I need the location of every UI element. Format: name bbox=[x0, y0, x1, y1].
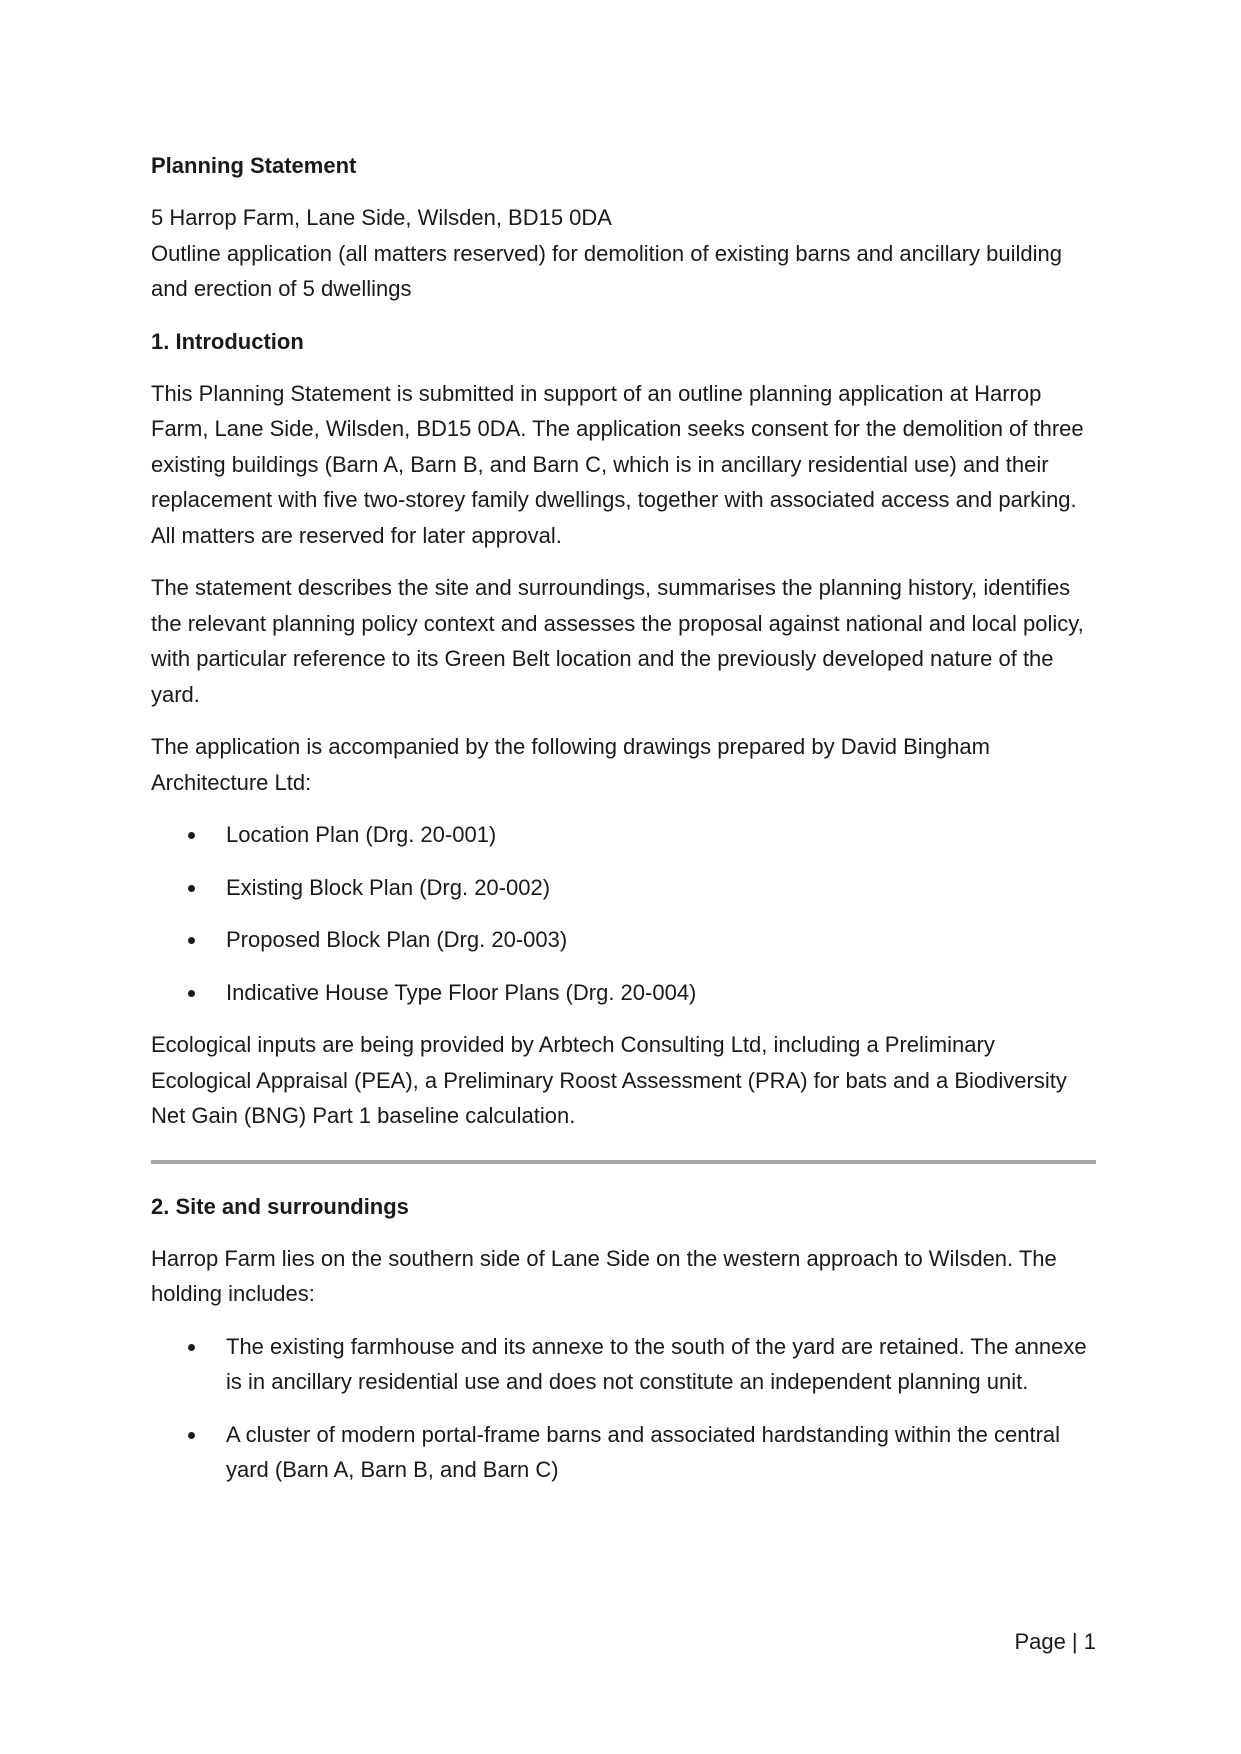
list-item-text: A cluster of modern portal-frame barns and associated hardstanding within the central yard (Barn A, Barn B, and Barn C) bbox=[226, 1421, 1061, 1482]
list-item-text: Existing Block Plan (Drg. 20-002) bbox=[226, 874, 551, 900]
section-heading-introduction: 1. Introduction bbox=[151, 328, 304, 354]
list-item bbox=[151, 817, 1096, 853]
list-item-text: Location Plan (Drg. 20-001) bbox=[226, 822, 497, 847]
site-address: 5 Harrop Farm, Lane Side, Wilsden, BD15 0DA bbox=[151, 205, 612, 230]
list-item bbox=[151, 1329, 1096, 1400]
application-description: Outline application (all matters reserved) for demolition of existing barns and ancillary building and erection of 5 dwellings bbox=[151, 240, 1063, 301]
bullet-icon bbox=[188, 832, 195, 839]
bullet-icon bbox=[188, 990, 195, 997]
list-item-text: Indicative House Type Floor Plans (Drg. 20-004) bbox=[226, 979, 697, 1005]
list-item bbox=[151, 1417, 1096, 1488]
page-number: Page | 1 bbox=[1014, 1629, 1096, 1654]
document-subtitle bbox=[151, 200, 1096, 307]
bullet-icon bbox=[188, 885, 195, 892]
document-title: Planning Statement bbox=[151, 153, 357, 178]
intro-paragraph: This Planning Statement is submitted in support of an outline planning application at Harrop Farm, Lane Side, Wilsden, BD15 0DA. The application seeks consent for the demolition of three existing buildings (Barn A, Barn B, and Barn C, which is in ancillary residential use) and their replacement with five two-storey family dwellings, together with associated access and parking. All matters are reserved for later approval. bbox=[151, 380, 1084, 548]
list-item bbox=[151, 870, 1096, 906]
list-item-text: The existing farmhouse and its annexe to the south of the yard are retained. The annexe is in ancillary residential use and does not constitute an independent planning unit. bbox=[226, 1333, 1087, 1394]
bullet-icon bbox=[188, 1344, 195, 1351]
bullet-icon bbox=[188, 937, 195, 944]
document-page bbox=[151, 148, 1096, 1505]
site-paragraph: Harrop Farm lies on the southern side of Lane Side on the western approach to Wilsden. The holding includes: bbox=[151, 1245, 1057, 1306]
list-item bbox=[151, 975, 1096, 1011]
holding-list bbox=[151, 1329, 1096, 1488]
bullet-icon bbox=[188, 1432, 195, 1439]
intro-paragraph: The statement describes the site and surroundings, summarises the planning history, identifies the relevant planning policy context and assesses the proposal against national and local policy, with particular reference to its Green Belt location and the previously developed nature of the yard. bbox=[151, 575, 1084, 707]
section-heading-site: 2. Site and surroundings bbox=[151, 1193, 409, 1219]
section-divider bbox=[151, 1160, 1096, 1164]
drawings-list bbox=[151, 817, 1096, 1010]
list-item bbox=[151, 922, 1096, 958]
intro-paragraph: The application is accompanied by the following drawings prepared by David Bingham Architecture Ltd: bbox=[151, 734, 990, 795]
ecology-paragraph: Ecological inputs are being provided by Arbtech Consulting Ltd, including a Preliminary Ecological Appraisal (PEA), a Preliminary Roost Assessment (PRA) for bats and a Biodiversity Net Gain (BNG) Part 1 baseline calculation. bbox=[151, 1032, 1067, 1128]
list-item-text: Proposed Block Plan (Drg. 20-003) bbox=[226, 927, 568, 952]
